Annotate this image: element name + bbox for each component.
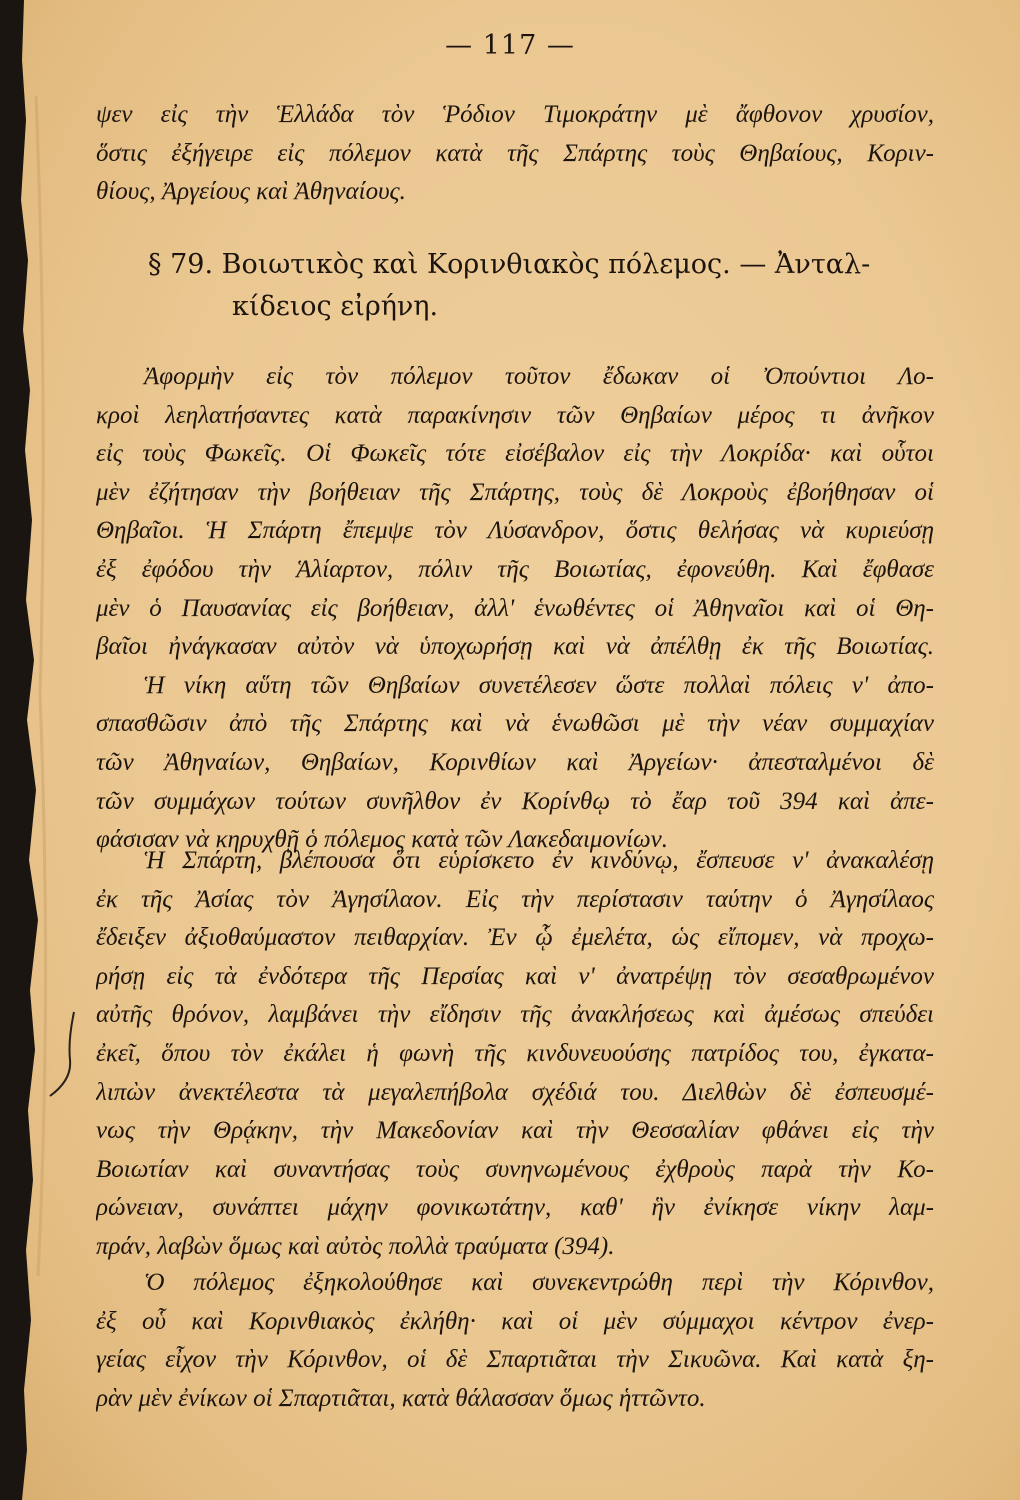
top-paragraph [96, 96, 934, 212]
text-line: Ἡ νίκη αὕτη τῶν Θηβαίων συνετέλεσεν ὥστε πολλαὶ πόλεις ν' ἀπο- [144, 671, 934, 699]
text-line: μὲν ἐζήτησαν τὴν βοήθειαν τῆς Σπάρτης, τοὺς δὲ Λοκροὺς ἐβοήθησαν οἱ [96, 478, 934, 506]
text-line: βαῖοι ἠνάγκασαν αὐτὸν νὰ ὑποχωρήσῃ καὶ νὰ ἀπέλθῃ ἐκ τῆς Βοιωτίας. [96, 633, 934, 661]
text-line: Βοιωτίαν καὶ συναντήσας τοὺς συνηνωμένους ἐχθροὺς παρὰ τὴν Κο- [96, 1155, 934, 1183]
text-line: εἰς τοὺς Φωκεῖς. Οἱ Φωκεῖς τότε εἰσέβαλον εἰς τὴν Λοκρίδα· καὶ οὗτοι [96, 440, 934, 468]
text-line: μὲν ὁ Παυσανίας εἰς βοήθειαν, ἀλλ' ἑνωθέντες οἱ Ἀθηναῖοι καὶ οἱ Θη- [96, 594, 934, 622]
text-line: τῶν Ἀθηναίων, Θηβαίων, Κορινθίων καὶ Ἀργείων· ἀπεσταλμένοι δὲ [96, 748, 934, 776]
paragraph-2 [96, 842, 934, 1267]
text-line: ἐξ ἐφόδου τὴν Ἁλίαρτον, πόλιν τῆς Βοιωτίας, ἐφονεύθη. Καὶ ἔφθασε [96, 555, 934, 583]
section-heading-line: § 79. Βοιωτικὸς καὶ Κορινθιακὸς πόλεμος. — Ἀνταλ- [148, 249, 871, 280]
text-line: αὐτῆς θρόνον, λαμβάνει τὴν εἴδησιν τῆς ἀνακλήσεως καὶ ἀμέσως σπεύδει [96, 1001, 934, 1029]
text-line: πράν, λαβὼν ὅμως καὶ αὐτὸς πολλὰ τραύματα (394). [96, 1232, 615, 1260]
text-line: ἐξ οὗ καὶ Κορινθιακὸς ἐκλήθη· καὶ οἱ μὲν σύμμαχοι κέντρον ἐνερ- [96, 1307, 934, 1335]
text-line: ψεν εἰς τὴν Ἑλλάδα τὸν Ῥόδιον Τιμοκράτην μὲ ἄφθονον χρυσίον, [96, 101, 934, 128]
text-line: ἐκεῖ, ὅπου τὸν ἐκάλει ἡ φωνὴ τῆς κινδυνευούσης πατρίδος του, ἐγκατα- [96, 1039, 934, 1067]
text-line: ὅστις ἐξήγειρε εἰς πόλεμον κατὰ τῆς Σπάρτης τοὺς Θηβαίους, Κοριν- [96, 139, 934, 167]
text-line: φάσισαν νὰ κηρυχθῇ ὁ πόλεμος κατὰ τῶν Λακεδαιμονίων. [96, 826, 668, 854]
paragraph-3 [96, 1264, 934, 1418]
text-line: ρώνειαν, συνάπτει μάχην φονικωτάτην, καθ' ἣν ἐνίκησε νίκην λαμ- [96, 1194, 934, 1222]
text-line: Θηβαῖοι. Ἡ Σπάρτη ἔπεμψε τὸν Λύσανδρον, ὅστις θελήσας νὰ κυριεύσῃ [96, 517, 934, 545]
text-line: Ἀφορμὴν εἰς τὸν πόλεμον τοῦτον ἔδωκαν οἱ Ὀπούντιοι Λο- [144, 363, 934, 390]
text-line: Ἡ Σπάρτη, βλέπουσα ὅτι εὑρίσκετο ἐν κινδύνῳ, ἔσπευσε ν' ἀνακαλέσῃ [144, 847, 934, 874]
text-line: θίους, Ἀργείους καὶ Ἀθηναίους. [96, 178, 406, 206]
text-line: νως τὴν Θρᾴκην, τὴν Μακεδονίαν καὶ τὴν Θεσσαλίαν φθάνει εἰς τὴν [96, 1117, 934, 1145]
text-line: τῶν συμμάχων τούτων συνῆλθον ἐν Κορίνθῳ τὸ ἔαρ τοῦ 394 καὶ ἀπε- [96, 787, 934, 815]
text-line: κροὶ λεηλατήσαντες κατὰ παρακίνησιν τῶν Θηβαίων μέρος τι ἀνῆκον [96, 401, 934, 429]
paragraph-1 [96, 358, 934, 860]
text-line: σπασθῶσιν ἀπὸ τῆς Σπάρτης καὶ νὰ ἑνωθῶσι μὲ τὴν νέαν συμμαχίαν [96, 710, 934, 738]
text-line: γείας εἶχον τὴν Κόρινθον, οἱ δὲ Σπαρτιᾶται τὴν Σικυῶνα. Καὶ κατὰ ξη- [96, 1346, 934, 1374]
text-line: Ὁ πόλεμος ἐξηκολούθησε καὶ συνεκεντρώθη περὶ τὴν Κόρινθον, [144, 1269, 934, 1296]
page-number: — 117 — [445, 30, 575, 61]
text-line: ἐκ τῆς Ἀσίας τὸν Ἀγησίλαον. Εἰς τὴν περίστασιν ταύτην ὁ Ἀγησίλαος [96, 885, 934, 913]
text-line: ρήσῃ εἰς τὰ ἐνδότερα τῆς Περσίας καὶ ν' ἀνατρέψῃ τὸν σεσαθρωμένον [96, 962, 934, 990]
text-line: ρὰν μὲν ἐνίκων οἱ Σπαρτιᾶται, κατὰ θάλασσαν ὅμως ἡττῶντο. [96, 1384, 706, 1412]
text-line: λιπὼν ἀνεκτέλεστα τὰ μεγαλεπήβολα σχέδιά του. Διελθὼν δὲ ἐσπευσμέ- [96, 1078, 934, 1106]
text-line: ἔδειξεν ἀξιοθαύμαστον πειθαρχίαν. Ἐν ᾧ ἐμελέτα, ὡς εἴπομεν, νὰ προχω- [96, 924, 934, 952]
margin-pencil-mark [44, 1010, 84, 1100]
section-heading-line: κίδειος εἰρήνη. [232, 291, 439, 322]
section-heading [148, 244, 928, 328]
